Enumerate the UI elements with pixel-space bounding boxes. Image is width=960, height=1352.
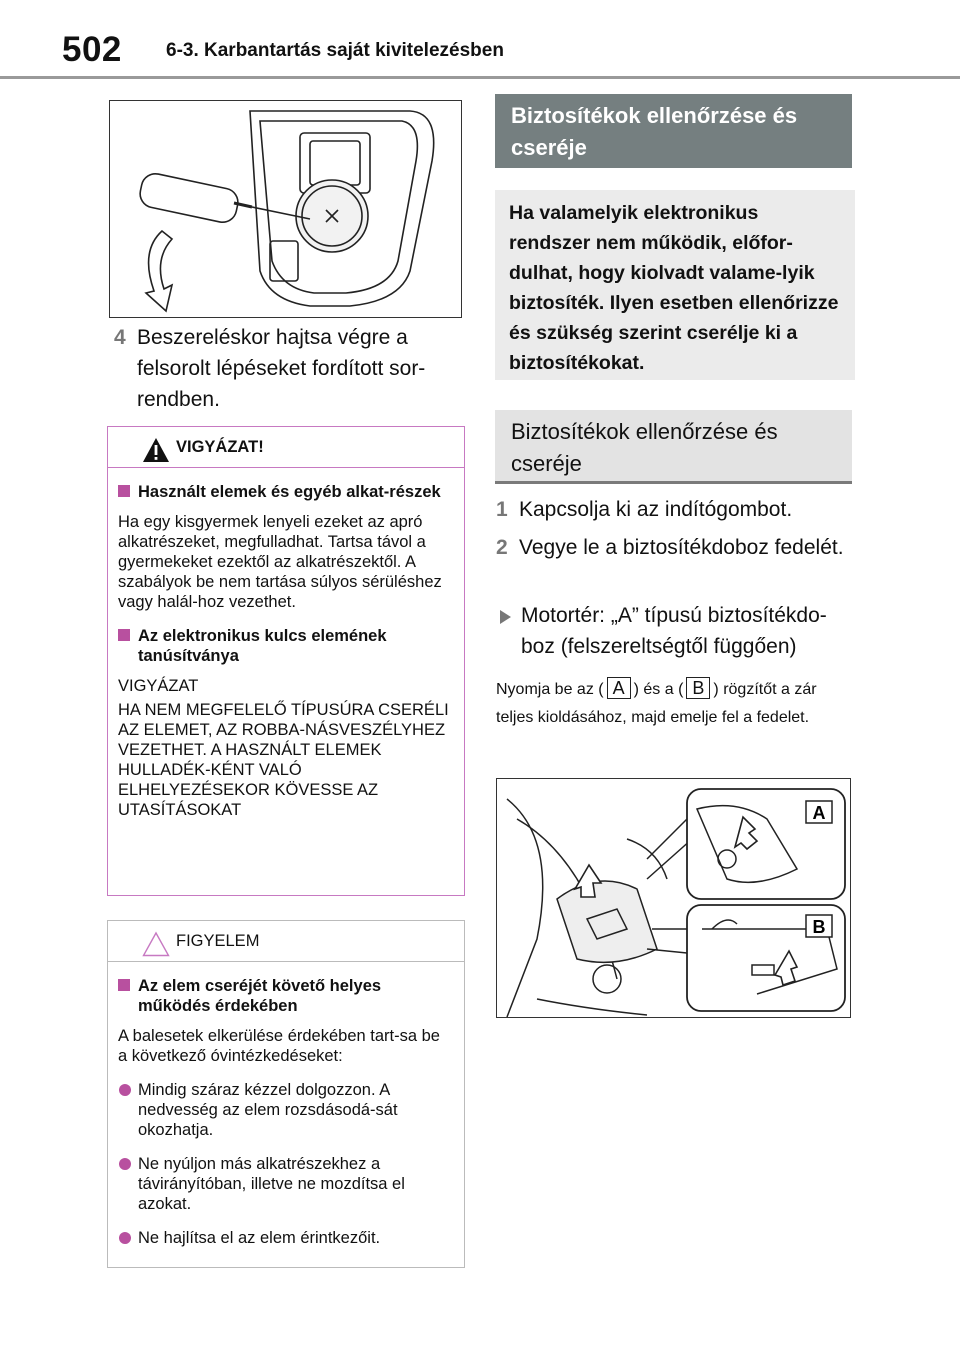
square-bullet-icon [118,979,130,991]
caution-outline-triangle-icon [142,931,170,957]
notice-paragraph: A balesetek elkerülése érdekében tart-sa be a következő óvintézkedéseket: [118,1027,440,1065]
step-text: Beszereléskor hajtsa végre a felsorolt lépéseket fordított sor-rendben. [137,326,426,411]
square-bullet-icon [118,629,130,641]
caution-paragraph: Ha egy kisgyermek lenyeli ezeket az apró alkatrészeket, megfulladhat. Tartsa távol a gyermekeket ezektől az alkatrészektől. A szabályok be nem tartása súlyos sérüléshez vagy halál-hoz vezethet. [118,513,442,611]
notice-box [107,920,465,1268]
section-banner-dark: Biztosítékok ellenőrzése és cseréje [495,94,852,168]
engine-bay-drawing [497,779,851,1018]
caution-paragraph: VIGYÁZAT [118,677,199,695]
step-text: Kapcsolja ki az indítógombot. [519,498,793,521]
section-banner-light: Biztosítékok ellenőrzése és cseréje [495,410,852,484]
section-title: 6-3. Karbantartás saját kivitelezésben [166,40,504,61]
caution-paragraph: HA NEM MEGFELELŐ TÍPUSÚRA CSERÉLI AZ ELEMET, AZ ROBBA-NÁSVESZÉLYHEZ VEZETHET. A HASZNÁLT ELEMEK HULLADÉK-KÉNT VALÓ ELHELYEZÉSEKOR KÖVESSE AZ UTASÍTÁSOKAT [118,701,449,819]
engine-compartment-item [497,600,857,662]
intro-box: Ha valamelyik elektronikus rendszer nem működik, előfor-dulhat, hogy kiolvadt valame-lyik biztosíték. Ilyen esetben ellenőrizze és szükség szerint cserélje ki a biztosítékokat. [495,190,855,380]
caution-title: VIGYÁZAT! [176,438,264,456]
notice-header [108,921,464,962]
triangle-bullet-icon [500,610,511,624]
caution-box [107,426,465,896]
warning-triangle-icon [142,437,170,463]
label-b-box: B [686,677,710,699]
label-a-box: A [607,677,631,699]
figure-label-a: A [812,803,826,823]
notice-subheading: Az elem cseréjét követő helyes működés érdekében [118,976,452,1016]
step-4 [114,322,464,415]
caution-subheading: Használt elemek és egyéb alkat-részek [118,482,452,502]
step-number: 1 [496,498,508,521]
page-number: 502 [62,30,122,69]
step-number: 4 [114,326,126,349]
step-text: Vegye le a biztosítékdoboz fedelét. [519,536,844,559]
circle-bullet-icon [119,1158,131,1170]
notice-bullet: Ne nyúljon más alkatrészekhez a távirányítóban, illetve ne mozdítsa el azokat. [118,1154,452,1214]
square-bullet-icon [118,485,130,497]
release-note: Nyomja be az ( A ) és a ( B ) rögzítőt a zár teljes kioldásához, majd emelje fel a fedelet. [496,678,817,726]
notice-bullet: Ne hajlítsa el az elem érintkezőit. [118,1228,452,1248]
key-battery-illustration [109,100,462,318]
notice-bullet: Mindig száraz kézzel dolgozzon. A nedvesség az elem rozsdásodá-sát okozhatja. [118,1080,452,1140]
step-number: 2 [496,536,508,559]
header-rule [0,76,960,79]
caution-header [108,427,464,468]
circle-bullet-icon [119,1232,131,1244]
caution-subheading: Az elektronikus kulcs elemének tanúsítványa [118,626,452,666]
engine-compartment-text: Motortér: „A” típusú biztosítékdo-boz (felszereltségtől függően) [521,604,827,658]
key-battery-drawing [110,101,462,318]
circle-bullet-icon [119,1084,131,1096]
notice-title: FIGYELEM [176,932,260,950]
figure-label-b: B [812,917,826,937]
fuse-box-illustration [496,778,851,1018]
step-1 [496,494,856,525]
step-2 [496,532,856,563]
